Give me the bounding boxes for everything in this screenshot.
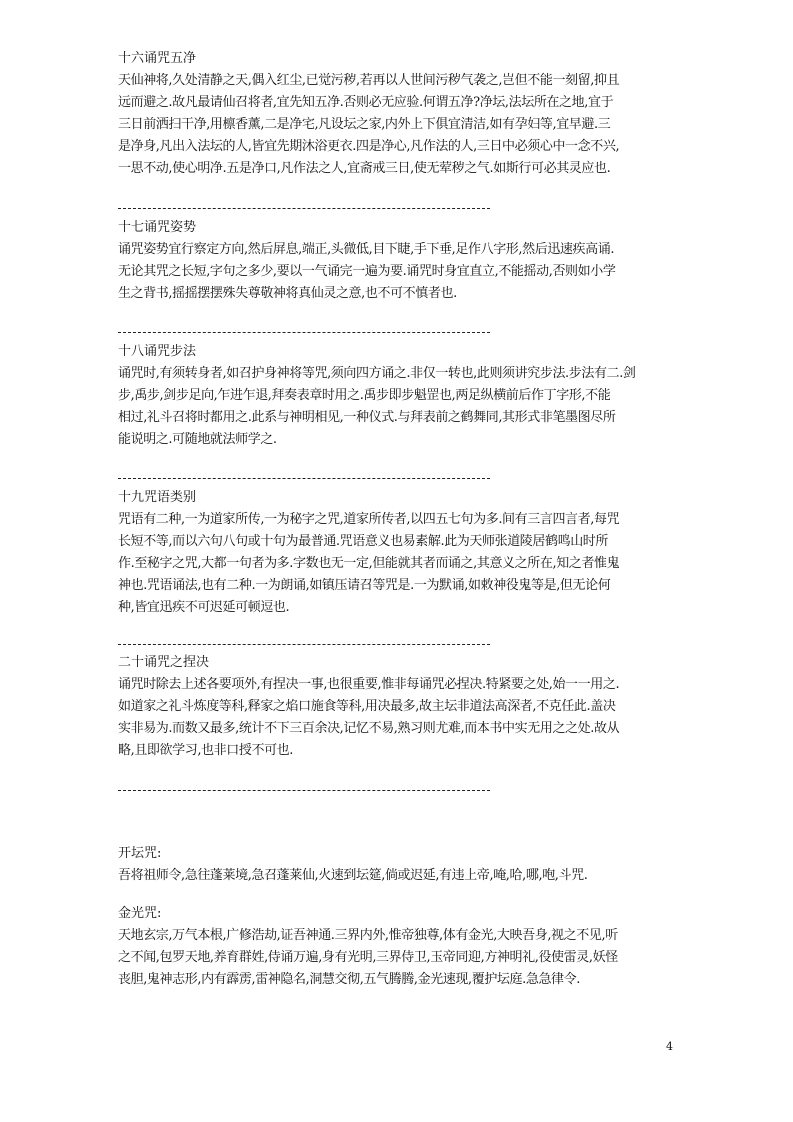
paragraph-line: 略,且即欲学习,也非口授不可也. <box>118 743 293 758</box>
paragraph-line: 神也.咒语诵法,也有二种.一为朗诵,如镇压请召等咒是.一为默诵,如敕神役鬼等是,但无论何 <box>118 578 611 593</box>
incantation-title: 开坛咒: <box>118 846 162 861</box>
paragraph-line: 一思不动,使心明净.五是净口,凡作法之人,宜斋戒三日,使无荤秽之气.如斯行可必其灵应也. <box>118 161 611 176</box>
section-17 <box>118 217 688 305</box>
section-separator <box>118 332 490 333</box>
incantation-line: 之不闻,包罗天地,养育群姓,侍诵万遍,身有光明,三界侍卫,玉帝同迎,方神明礼,役使雷灵,妖怪 <box>118 950 618 965</box>
paragraph-line: 诵咒姿势宜行察定方向,然后屏息,端正,头微低,目下睫,手下垂,足作八字形,然后迅速疾高诵. <box>118 242 615 257</box>
paragraph-line: 步,禹步,剑步足向,乍进乍退,拜奏表章时用之.禹步即步魁罡也,两足纵横前后作丁字形,不能 <box>118 388 611 403</box>
section-separator <box>118 790 490 791</box>
paragraph-line: 生之背书,摇摇摆摆殊失尊敬神将真仙灵之意,也不可不慎者也. <box>118 286 457 301</box>
paragraph-line: 作.至秘字之咒,大都一句者为多.字数也无一定,但能就其者而诵之,其意义之所在,知之者惟鬼 <box>118 556 620 571</box>
paragraph-line: 长短不等,而以六句八句或十句为最普通.咒语意义也易素解.此为天师张道陵居鹤鸣山时所 <box>118 534 608 549</box>
section-20 <box>118 652 688 762</box>
paragraph-line: 无论其咒之长短,字句之多少,要以一气诵完一遍为要.诵咒时身宜直立,不能摇动,否则如小学 <box>118 264 616 279</box>
section-19 <box>118 487 688 619</box>
paragraph-line: 是净身,凡出入法坛的人,皆宜先期沐浴更衣.四是净心,凡作法的人,三日中必须心中一念不兴, <box>118 139 620 154</box>
incantation-jinguang <box>118 903 688 991</box>
section-title: 十七诵咒姿势 <box>118 220 197 235</box>
section-16 <box>118 48 688 180</box>
incantation-line: 丧胆,鬼神志形,内有霹雳,雷神隐名,洞慧交彻,五气腾腾,金光速现,覆护坛庭.急急律令. <box>118 972 580 987</box>
section-title: 二十诵咒之捏决 <box>118 655 210 670</box>
paragraph-line: 诵咒时,有须转身者,如召护身神将等咒,须向四方诵之.非仅一转也,此则须讲究步法.步法有二.剑 <box>118 366 636 381</box>
section-separator <box>118 478 490 479</box>
incantation-line: 天地玄宗,万气本根,广修浩劫,证吾神通.三界内外,惟帝独尊,体有金光,大映吾身,视之不见,听 <box>118 928 618 943</box>
paragraph-line: 种,皆宜迅疾不可迟延可顿逗也. <box>118 600 290 615</box>
paragraph-line: 相过,礼斗召将时都用之.此系与神明相见,一种仪式.与拜表前之鹤舞同,其形式非笔墨图尽所 <box>118 410 616 425</box>
incantation-line: 吾将祖师令,急往蓬莱境,急召蓬莱仙,火速到坛筵,倘或迟延,有违上帝,唵,哈,哪,咆,斗咒. <box>118 868 588 883</box>
page-number: 4 <box>666 1040 673 1053</box>
section-title: 十八诵咒步法 <box>118 344 197 359</box>
paragraph-line: 远而避之.故凡最请仙召将者,宜先知五净.否则必无应验.何谓五净?净坛,法坛所在之地,宜于 <box>118 95 614 110</box>
paragraph-line: 咒语有二种,一为道家所传,一为秘字之咒,道家所传者,以四五七句为多.间有三言四言者,每咒 <box>118 512 620 527</box>
paragraph-line: 如道家之礼斗炼度等科,释家之焰口施食等科,用决最多,故主坛非道法高深者,不克任此.盖决 <box>118 699 616 714</box>
section-separator <box>118 644 490 645</box>
incantation-kaitan <box>118 843 688 887</box>
paragraph-line: 能说明之.可随地就法师学之. <box>118 432 277 447</box>
section-18 <box>118 341 688 451</box>
paragraph-line: 诵咒时除去上述各要项外,有捏决一事,也很重要,惟非每诵咒必捏决.特紧要之处,始一一用之. <box>118 677 620 692</box>
paragraph-line: 实非易为.而数又最多,统计不下三百余决,记忆不易,熟习则尤难,而本书中实无用之之处.故从 <box>118 721 620 736</box>
section-title: 十九咒语类别 <box>118 490 197 505</box>
incantation-title: 金光咒: <box>118 906 162 921</box>
paragraph-line: 天仙神将,久处清静之天,偶入红尘,已觉污秽,若再以人世间污秽气袭之,岂但不能一刻留,抑且 <box>118 73 620 88</box>
section-title: 十六诵咒五净 <box>118 51 197 66</box>
section-separator <box>118 208 490 209</box>
paragraph-line: 三日前洒扫干净,用檩香薰,二是净宅,凡设坛之家,内外上下俱宜清洁,如有孕妇等,宜早避.三 <box>118 117 611 132</box>
